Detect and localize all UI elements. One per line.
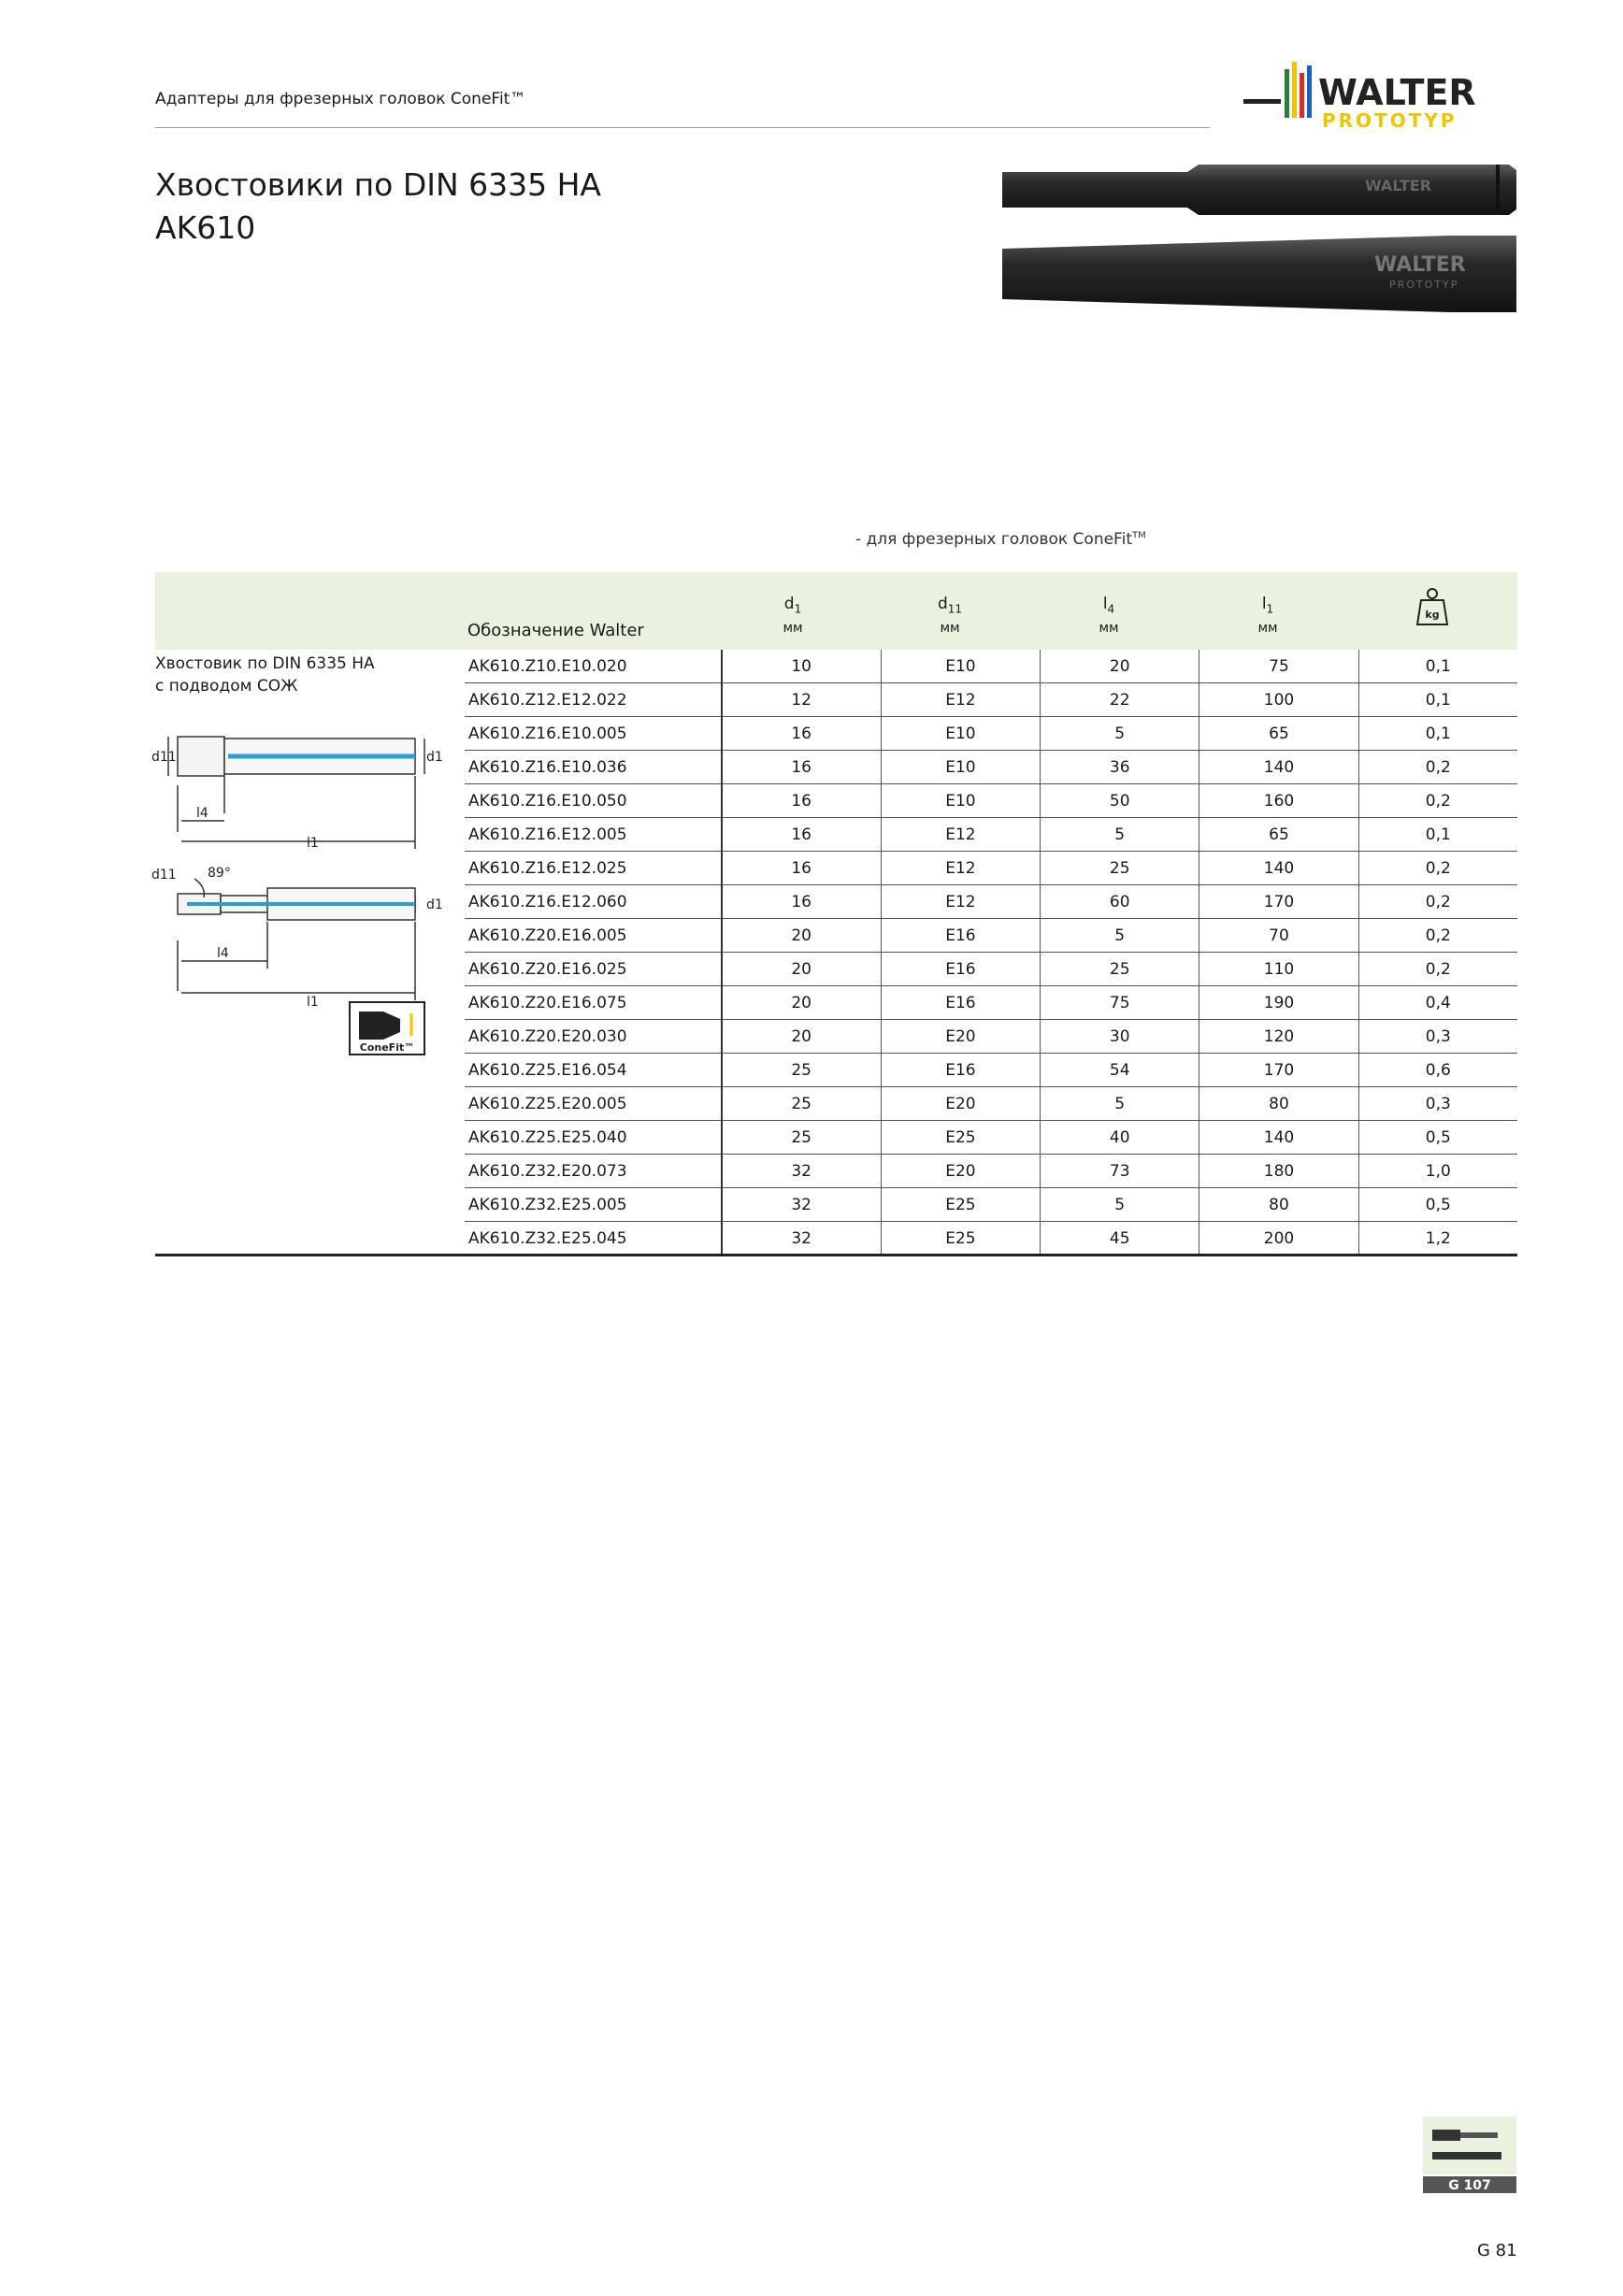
technical-drawing — [150, 710, 443, 1056]
table-row — [465, 1020, 1517, 1054]
table-row — [465, 852, 1517, 885]
section-header: Адаптеры для фрезерных головок ConeFit™ — [155, 90, 526, 108]
table-cell: 140 — [1199, 852, 1358, 885]
table-row — [465, 919, 1517, 953]
table-cell: 50 — [1041, 784, 1199, 818]
table-cell: 120 — [1199, 1020, 1358, 1054]
table-cell: 0,3 — [1358, 1087, 1517, 1121]
table-row — [465, 717, 1517, 751]
table-cell: 110 — [1199, 953, 1358, 986]
table-cell: 0,2 — [1358, 784, 1517, 818]
table-row — [465, 1054, 1517, 1087]
header-divider — [155, 127, 1210, 128]
table-cell: 25 — [1041, 852, 1199, 885]
table-cell: E20 — [881, 1020, 1040, 1054]
table-cell: E10 — [881, 717, 1040, 751]
product-description: Хвостовик по DIN 6335 HA с подводом СОЖ — [155, 654, 375, 696]
table-cell: 16 — [722, 818, 882, 852]
table-cell: E16 — [881, 953, 1040, 986]
svg-text:PROTOTYP: PROTOTYP — [1389, 279, 1459, 291]
table-row — [465, 986, 1517, 1020]
col-header-d1: $d_1$ мм — [783, 595, 803, 637]
table-cell: 0,6 — [1358, 1054, 1517, 1087]
title-line-2: AK610 — [155, 209, 256, 246]
table-row — [465, 953, 1517, 986]
svg-text:WALTER: WALTER — [1374, 253, 1466, 277]
table-cell: 32 — [722, 1222, 882, 1256]
table-cell: E16 — [881, 919, 1040, 953]
cell-designation: AK610.Z20.E16.075 — [465, 986, 722, 1020]
table-cell: 5 — [1041, 919, 1199, 953]
table-cell: 0,2 — [1358, 751, 1517, 784]
table-cell: 25 — [722, 1121, 882, 1155]
table-bottom-rule — [155, 1254, 1517, 1256]
table-cell: 16 — [722, 784, 882, 818]
table-cell: 25 — [722, 1087, 882, 1121]
svg-text:PROTOTYP: PROTOTYP — [1322, 109, 1458, 132]
cell-designation: AK610.Z16.E12.025 — [465, 852, 722, 885]
table-cell: 5 — [1041, 1188, 1199, 1222]
svg-text:d11: d11 — [151, 750, 177, 765]
table-cell: E16 — [881, 1054, 1040, 1087]
table-cell: 70 — [1199, 919, 1358, 953]
table-cell: 170 — [1199, 885, 1358, 919]
table-cell: 65 — [1199, 717, 1358, 751]
svg-text:G 107: G 107 — [1448, 2178, 1491, 2193]
table-row — [465, 784, 1517, 818]
table-cell: 60 — [1041, 885, 1199, 919]
cell-designation: AK610.Z16.E12.060 — [465, 885, 722, 919]
table-cell: 0,2 — [1358, 919, 1517, 953]
cell-designation: AK610.Z25.E25.040 — [465, 1121, 722, 1155]
col-header-l1: $l_1$ мм — [1257, 595, 1278, 637]
table-cell: 20 — [722, 1020, 882, 1054]
table-cell: 75 — [1041, 986, 1199, 1020]
table-cell: E12 — [881, 683, 1040, 717]
table-cell: E10 — [881, 751, 1040, 784]
cell-designation: AK610.Z32.E25.005 — [465, 1188, 722, 1222]
col-header-designation: Обозначение Walter — [467, 621, 644, 640]
table-cell: 65 — [1199, 818, 1358, 852]
cell-designation: AK610.Z16.E10.036 — [465, 751, 722, 784]
cell-designation: AK610.Z20.E20.030 — [465, 1020, 722, 1054]
table-cell: 32 — [722, 1155, 882, 1188]
table-cell: E10 — [881, 650, 1040, 683]
table-cell: 0,1 — [1358, 650, 1517, 683]
table-cell: 160 — [1199, 784, 1358, 818]
table-cell: E20 — [881, 1155, 1040, 1188]
svg-text:89°: 89° — [208, 866, 231, 881]
application-note: - для фрезерных головок ConeFit™ — [855, 530, 1146, 549]
col-header-l4: $l_4$ мм — [1099, 595, 1119, 637]
reference-box[interactable] — [1423, 2117, 1516, 2193]
table-cell: 5 — [1041, 1087, 1199, 1121]
table-cell: 20 — [722, 986, 882, 1020]
table-row — [465, 1188, 1517, 1222]
svg-text:d1: d1 — [426, 897, 443, 912]
table-cell: 75 — [1199, 650, 1358, 683]
table-cell: 0,5 — [1358, 1188, 1517, 1222]
table-cell: 20 — [722, 919, 882, 953]
product-table — [465, 650, 1517, 1256]
table-cell: 140 — [1199, 751, 1358, 784]
title-line-1: Хвостовики по DIN 6335 HA — [155, 166, 602, 203]
table-cell: 0,1 — [1358, 717, 1517, 751]
cell-designation: AK610.Z32.E20.073 — [465, 1155, 722, 1188]
cell-designation: AK610.Z16.E12.005 — [465, 818, 722, 852]
table-cell: 0,4 — [1358, 986, 1517, 1020]
table-cell: 0,1 — [1358, 683, 1517, 717]
table-cell: E25 — [881, 1121, 1040, 1155]
table-cell: 30 — [1041, 1020, 1199, 1054]
svg-text:ConeFit™: ConeFit™ — [359, 1041, 415, 1054]
table-cell: 170 — [1199, 1054, 1358, 1087]
table-cell: 0,2 — [1358, 852, 1517, 885]
table-row — [465, 818, 1517, 852]
cell-designation: AK610.Z12.E12.022 — [465, 683, 722, 717]
product-photo — [1000, 161, 1516, 320]
table-cell: 100 — [1199, 683, 1358, 717]
table-cell: 0,5 — [1358, 1121, 1517, 1155]
table-cell: 80 — [1199, 1188, 1358, 1222]
table-cell: 54 — [1041, 1054, 1199, 1087]
svg-text:l1: l1 — [307, 995, 319, 1010]
table-header-band — [155, 572, 1517, 650]
svg-text:d1: d1 — [426, 750, 443, 765]
cell-designation: AK610.Z32.E25.045 — [465, 1222, 722, 1256]
table-cell: E10 — [881, 784, 1040, 818]
page-number: G 81 — [1477, 2241, 1517, 2260]
table-row — [465, 885, 1517, 919]
table-cell: 45 — [1041, 1222, 1199, 1256]
table-cell: E12 — [881, 852, 1040, 885]
table-row — [465, 1222, 1517, 1256]
svg-text:WALTER: WALTER — [1318, 72, 1476, 113]
table-cell: 0,3 — [1358, 1020, 1517, 1054]
svg-text:kg: kg — [1425, 609, 1440, 621]
col-header-d11: $d_{11}$ мм — [937, 595, 963, 637]
svg-text:l4: l4 — [196, 806, 208, 821]
walter-prototyp-logo — [1243, 60, 1515, 133]
table-cell: 190 — [1199, 986, 1358, 1020]
svg-text:d11: d11 — [151, 868, 177, 883]
table-row — [465, 751, 1517, 784]
table-cell: 25 — [1041, 953, 1199, 986]
table-cell: 10 — [722, 650, 882, 683]
table-cell: 16 — [722, 751, 882, 784]
cell-designation: AK610.Z20.E16.025 — [465, 953, 722, 986]
table-cell: 1,2 — [1358, 1222, 1517, 1256]
cell-designation: AK610.Z16.E10.005 — [465, 717, 722, 751]
table-cell: 12 — [722, 683, 882, 717]
table-cell: 5 — [1041, 818, 1199, 852]
table-cell: E16 — [881, 986, 1040, 1020]
table-cell: 200 — [1199, 1222, 1358, 1256]
table-cell: 73 — [1041, 1155, 1199, 1188]
table-cell: 20 — [722, 953, 882, 986]
table-cell: 36 — [1041, 751, 1199, 784]
table-cell: 22 — [1041, 683, 1199, 717]
table-row — [465, 683, 1517, 717]
table-cell: 25 — [722, 1054, 882, 1087]
table-cell: 140 — [1199, 1121, 1358, 1155]
table-row — [465, 1087, 1517, 1121]
table-cell: E12 — [881, 818, 1040, 852]
cell-designation: AK610.Z25.E20.005 — [465, 1087, 722, 1121]
table-cell: E25 — [881, 1188, 1040, 1222]
table-cell: 0,2 — [1358, 953, 1517, 986]
svg-text:WALTER: WALTER — [1365, 177, 1432, 194]
table-cell: E12 — [881, 885, 1040, 919]
table-cell: 20 — [1041, 650, 1199, 683]
table-cell: 1,0 — [1358, 1155, 1517, 1188]
table-row — [465, 1121, 1517, 1155]
weight-icon — [1414, 587, 1451, 626]
svg-text:l4: l4 — [217, 946, 229, 961]
table-cell: 0,1 — [1358, 818, 1517, 852]
table-cell: 0,2 — [1358, 885, 1517, 919]
cell-designation: AK610.Z10.E10.020 — [465, 650, 722, 683]
table-cell: E20 — [881, 1087, 1040, 1121]
table-cell: 80 — [1199, 1087, 1358, 1121]
conefit-badge — [350, 1002, 424, 1055]
table-cell: 16 — [722, 717, 882, 751]
table-cell: 5 — [1041, 717, 1199, 751]
svg-text:l1: l1 — [307, 836, 319, 851]
page-title — [155, 164, 601, 250]
cell-designation: AK610.Z16.E10.050 — [465, 784, 722, 818]
cell-designation: AK610.Z25.E16.054 — [465, 1054, 722, 1087]
table-row — [465, 650, 1517, 683]
table-cell: 16 — [722, 852, 882, 885]
table-cell: 40 — [1041, 1121, 1199, 1155]
cell-designation: AK610.Z20.E16.005 — [465, 919, 722, 953]
table-row — [465, 1155, 1517, 1188]
table-cell: E25 — [881, 1222, 1040, 1256]
table-cell: 180 — [1199, 1155, 1358, 1188]
table-cell: 32 — [722, 1188, 882, 1222]
table-cell: 16 — [722, 885, 882, 919]
